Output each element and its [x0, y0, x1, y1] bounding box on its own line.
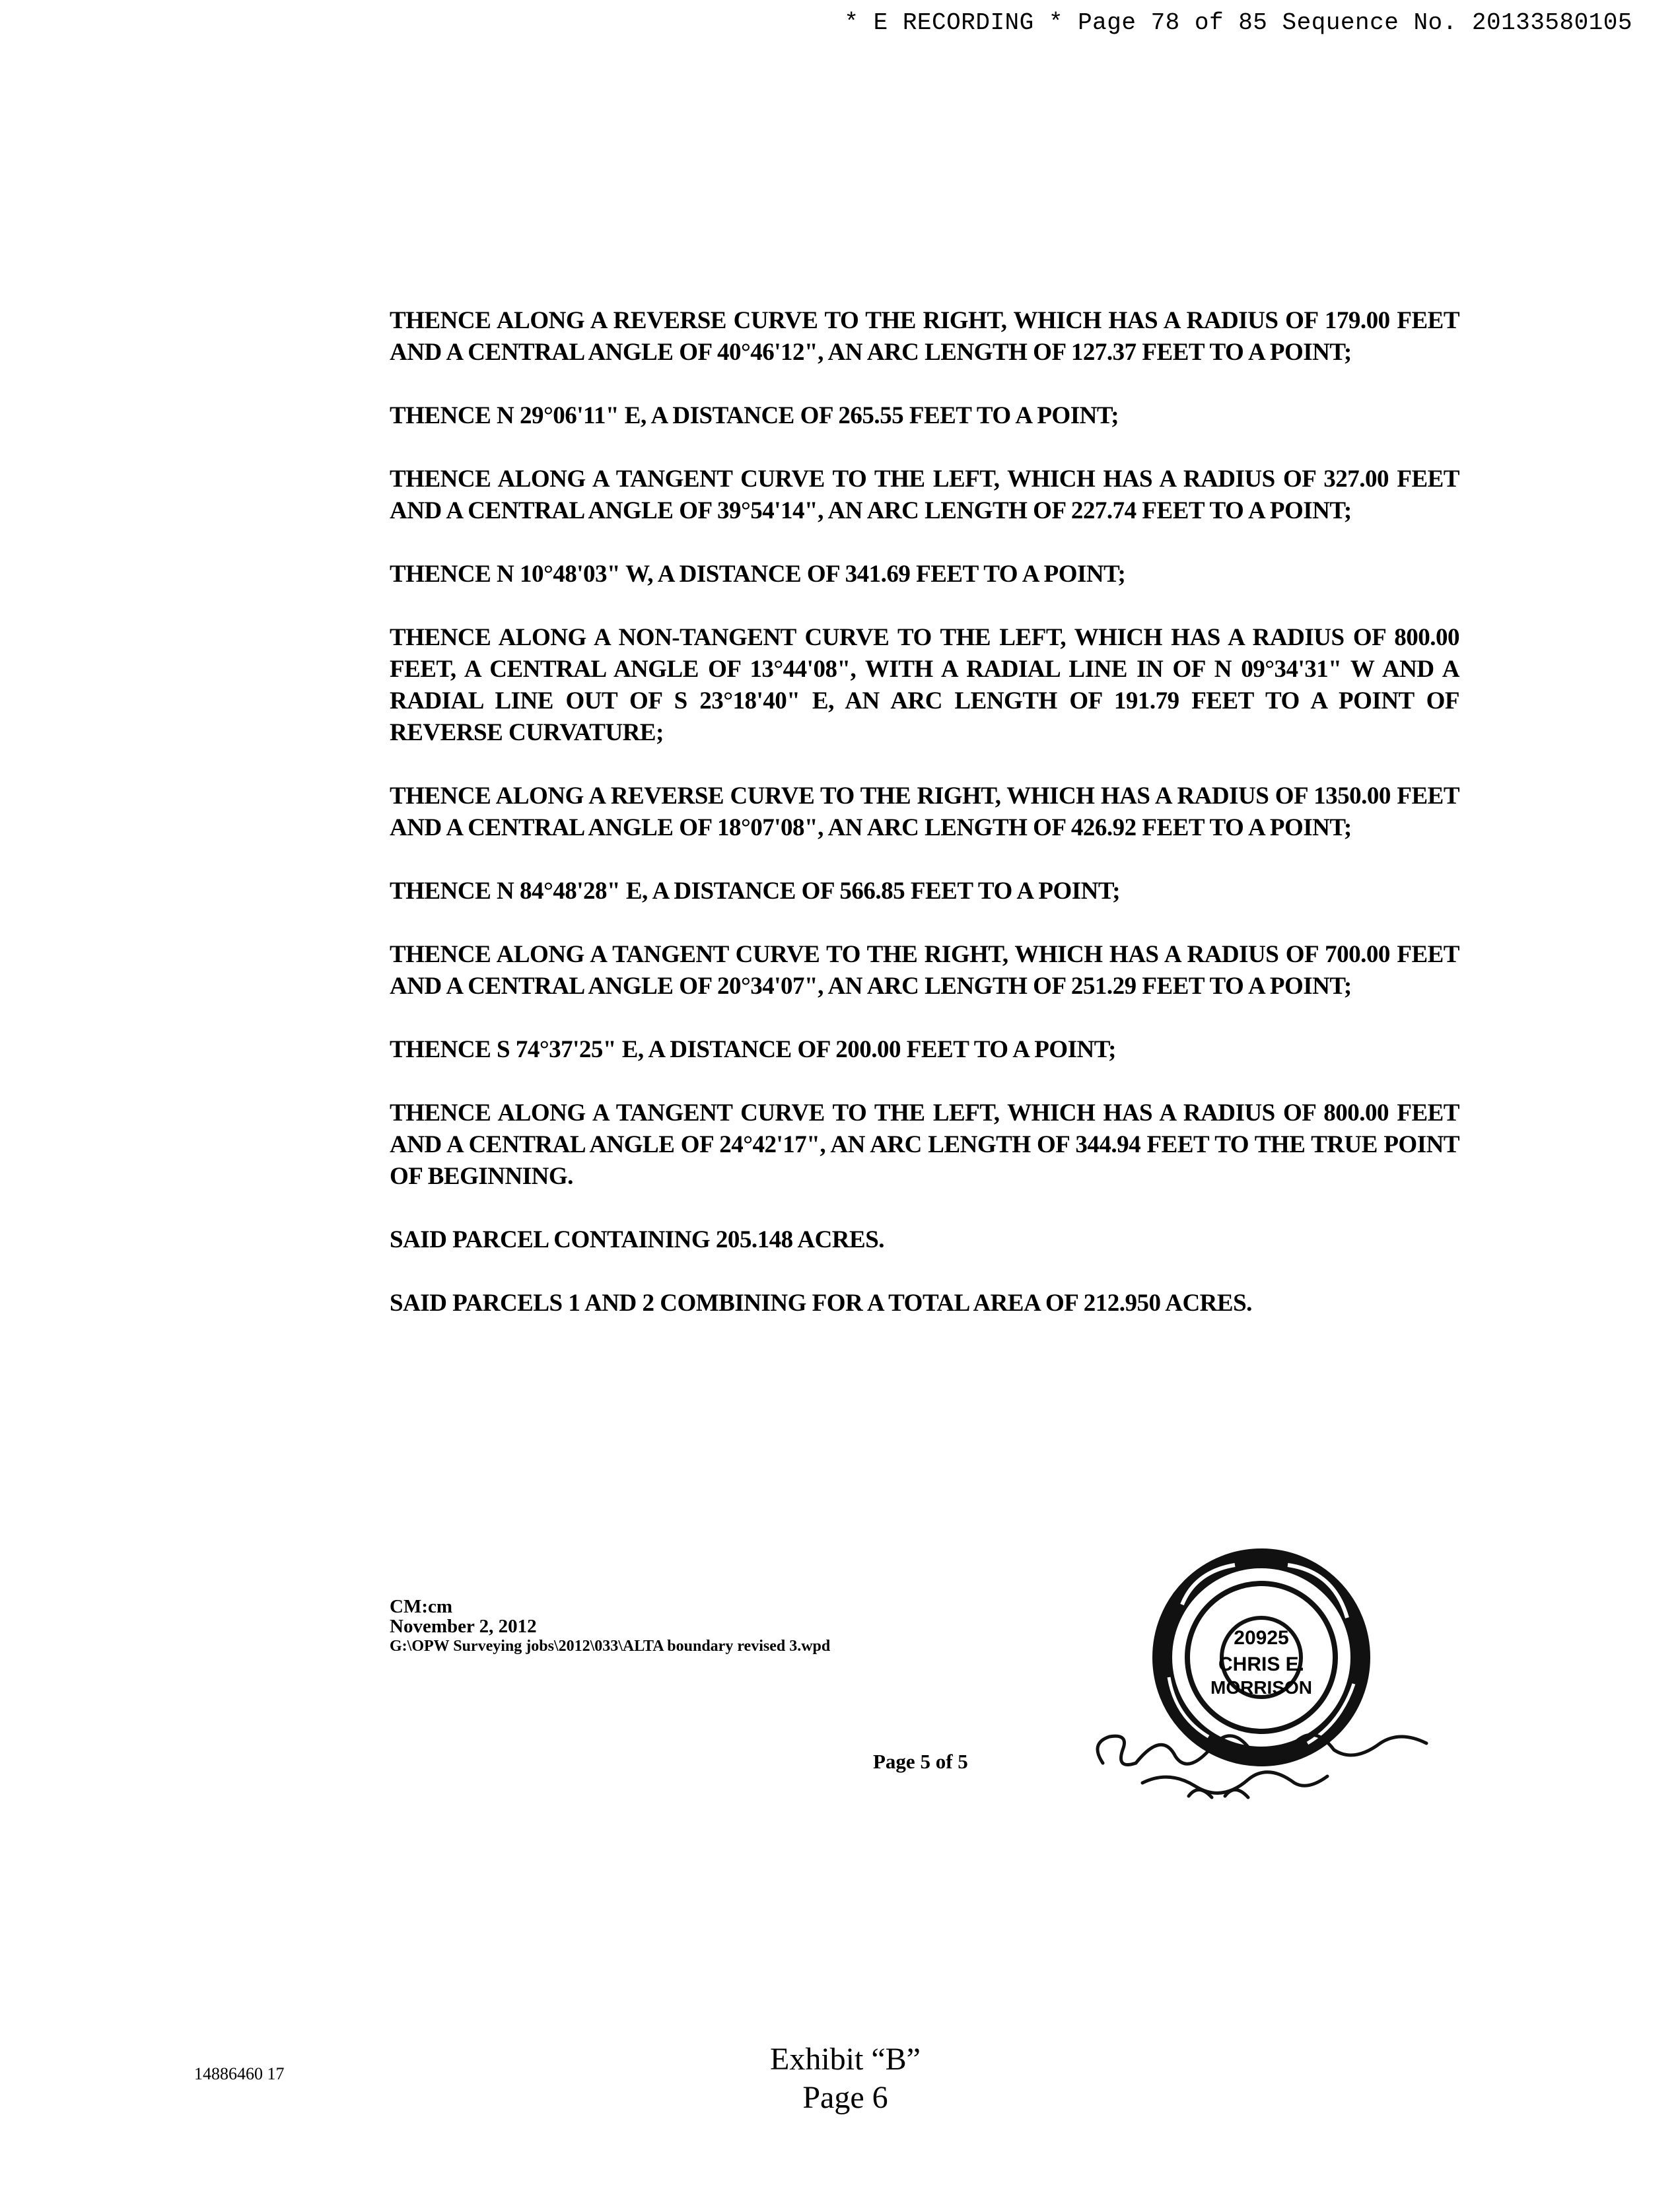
- prepared-date: November 2, 2012: [390, 1616, 537, 1637]
- seal-name-line2: MORRISON: [1210, 1677, 1312, 1698]
- legal-description: [390, 305, 1459, 1351]
- recording-header: * E RECORDING * Page 78 of 85 Sequence No. 20133580105: [844, 9, 1632, 36]
- preparer-initials: CM:cm: [390, 1596, 453, 1617]
- exhibit-label-block: [726, 2040, 964, 2117]
- seal-license-number: 20925: [1234, 1627, 1289, 1649]
- paragraph: THENCE ALONG A NON-TANGENT CURVE TO THE LEFT, WHICH HAS A RADIUS OF 800.00 FEET, A CENTRAL ANGLE OF 13°44'08", WITH A RADIAL LINE IN OF N 09°34'31" W AND A RADIAL LINE OUT OF S 23°18'40" E, AN ARC LENGTH OF 191.79 FEET TO A POINT OF REVERSE CURVATURE;: [390, 624, 1459, 746]
- exhibit-label: Exhibit “B”: [770, 2042, 921, 2077]
- paragraph: THENCE S 74°37'25" E, A DISTANCE OF 200.00 FEET TO A POINT;: [390, 1036, 1116, 1063]
- paragraph: THENCE N 84°48'28" E, A DISTANCE OF 566.85 FEET TO A POINT;: [390, 878, 1121, 905]
- document-code: 14886460 17: [194, 2064, 285, 2083]
- paragraph: THENCE ALONG A TANGENT CURVE TO THE RIGHT, WHICH HAS A RADIUS OF 700.00 FEET AND A CENTRAL ANGLE OF 20°34'07", AN ARC LENGTH OF 251.29 FEET TO A POINT;: [390, 941, 1459, 1000]
- total-area-statement: SAID PARCELS 1 AND 2 COMBINING FOR A TOTAL AREA OF 212.950 ACRES.: [390, 1290, 1252, 1317]
- page-number: Page 5 of 5: [873, 1750, 968, 1773]
- paragraph: THENCE N 29°06'11" E, A DISTANCE OF 265.55 FEET TO A POINT;: [390, 402, 1119, 429]
- exhibit-page: Page 6: [802, 2080, 888, 2115]
- seal-name-line1: CHRIS E.: [1218, 1653, 1305, 1675]
- file-path: G:\OPW Surveying jobs\2012\033\ALTA boundary revised 3.wpd: [390, 1638, 831, 1655]
- paragraph: THENCE ALONG A REVERSE CURVE TO THE RIGHT, WHICH HAS A RADIUS OF 1350.00 FEET AND A CENTRAL ANGLE OF 18°07'08", AN ARC LENGTH OF 426.92 FEET TO A POINT;: [390, 782, 1459, 841]
- preparer-footer: [390, 1597, 830, 1656]
- paragraph: THENCE N 10°48'03" W, A DISTANCE OF 341.69 FEET TO A POINT;: [390, 561, 1126, 588]
- paragraph: SAID PARCEL CONTAINING 205.148 ACRES.: [390, 1226, 885, 1253]
- paragraph: THENCE ALONG A TANGENT CURVE TO THE LEFT, WHICH HAS A RADIUS OF 327.00 FEET AND A CENTRAL ANGLE OF 39°54'14", AN ARC LENGTH OF 227.74 FEET TO A POINT;: [390, 466, 1459, 524]
- paragraph: THENCE ALONG A REVERSE CURVE TO THE RIGHT, WHICH HAS A RADIUS OF 179.00 FEET AND A CENTRAL ANGLE OF 40°46'12", AN ARC LENGTH OF 127.37 FEET TO A POINT;: [390, 307, 1459, 366]
- surveyor-seal-icon: [1083, 1545, 1453, 1822]
- paragraph: THENCE ALONG A TANGENT CURVE TO THE LEFT, WHICH HAS A RADIUS OF 800.00 FEET AND A CENTRAL ANGLE OF 24°42'17", AN ARC LENGTH OF 344.94 FEET TO THE TRUE POINT OF BEGINNING.: [390, 1099, 1459, 1190]
